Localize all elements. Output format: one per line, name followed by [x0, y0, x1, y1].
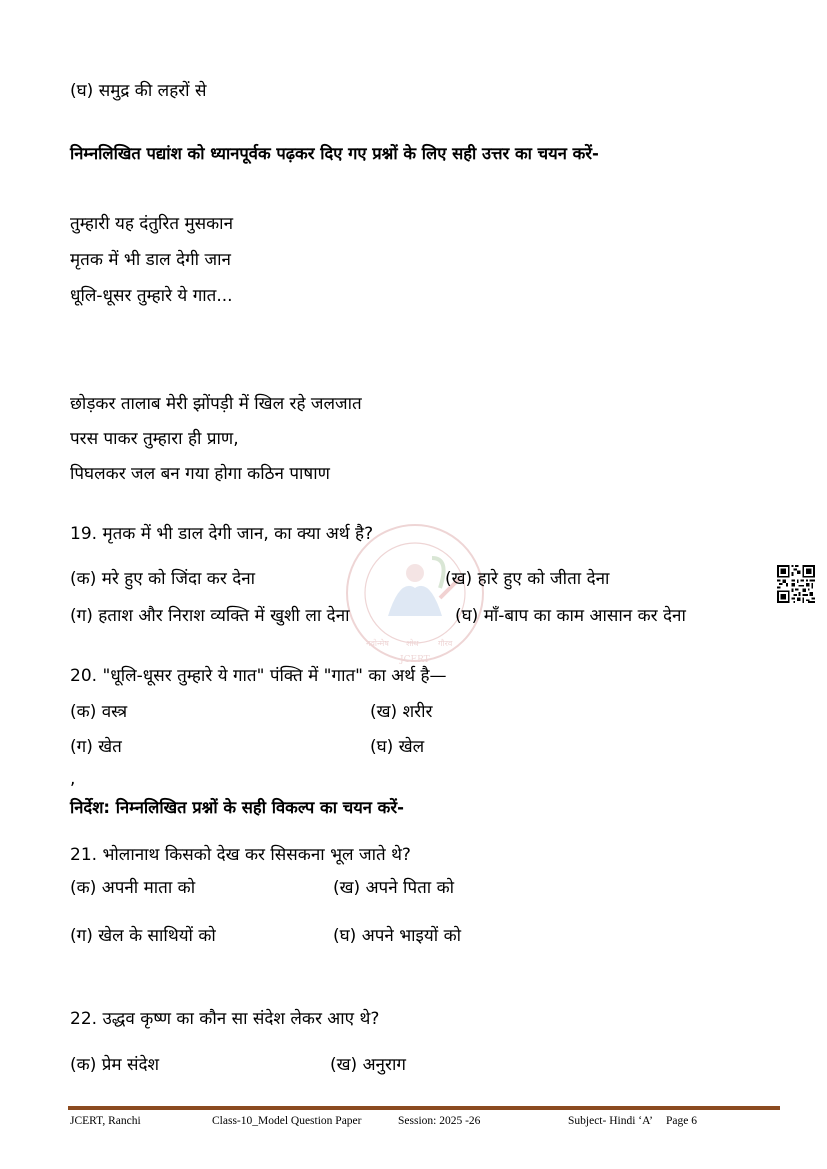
- q20-option-a: (क) वस्त्र: [70, 702, 128, 722]
- question-22: 22. उद्धव कृष्ण का कौन सा संदेश लेकर आए थे?: [70, 1009, 380, 1029]
- q20-option-c: (ग) खेत: [70, 737, 122, 757]
- footer-paper: Class-10_Model Question Paper: [212, 1115, 362, 1127]
- watermark-abbr: JCERT: [400, 655, 430, 665]
- poem-line: छोड़कर तालाब मेरी झोंपड़ी में खिल रहे जलजात: [70, 394, 362, 414]
- poem-line: तुम्हारी यह दंतुरित मुसकान: [70, 214, 234, 234]
- poem-line: परस पाकर तुम्हारा ही प्राण,: [70, 429, 239, 449]
- q21-option-c: (ग) खेल के साथियों को: [70, 926, 216, 946]
- poem-line: पिघलकर जल बन गया होगा कठिन पाषाण: [70, 464, 330, 484]
- footer-page-number: Page 6: [666, 1115, 697, 1127]
- q20-option-b: (ख) शरीर: [370, 702, 433, 722]
- footer-rule: [68, 1106, 780, 1110]
- q20-option-d: (घ) खेल: [370, 737, 425, 757]
- qr-code-icon: [777, 565, 815, 603]
- poem-line: मृतक में भी डाल देगी जान: [70, 250, 231, 270]
- poem-line: धूलि-धूसर तुम्हारे ये गात...: [70, 286, 233, 306]
- q21-option-b: (ख) अपने पिता को: [333, 878, 455, 898]
- q19-option-c: (ग) हताश और निराश व्यक्ति में खुशी ला देना: [70, 606, 350, 626]
- footer-subject: Subject- Hindi ‘A’: [568, 1115, 653, 1127]
- q19-option-b: (ख) हारे हुए को जीता देना: [445, 569, 610, 589]
- q22-option-a: (क) प्रेम संदेश: [70, 1055, 160, 1075]
- previous-option: (घ) समुद्र की लहरों से: [70, 81, 207, 101]
- mcq-instruction: निर्देश: निम्नलिखित प्रश्नों के सही विकल्प का चयन करें-: [70, 798, 404, 817]
- q22-option-b: (ख) अनुराग: [330, 1055, 406, 1075]
- footer-session: Session: 2025 -26: [398, 1115, 481, 1127]
- footer-org: JCERT, Ranchi: [70, 1115, 141, 1127]
- q21-option-d: (घ) अपने भाइयों को: [333, 926, 462, 946]
- stray-comma: ,: [70, 769, 76, 789]
- watermark-mid-text: शोध: [406, 639, 419, 648]
- watermark-right-text: गौरव: [438, 639, 453, 648]
- poem-instruction: निम्नलिखित पद्यांश को ध्यानपूर्वक पढ़कर दिए गए प्रश्नों के लिए सही उत्तर का चयन करें-: [70, 144, 599, 163]
- q19-option-d: (घ) माँ-बाप का काम आसान कर देना: [455, 606, 686, 626]
- question-20: 20. "धूलि-धूसर तुम्हारे ये गात" पंक्ति में "गात" का अर्थ है—: [70, 666, 447, 686]
- q19-option-a: (क) मरे हुए को जिंदा कर देना: [70, 569, 256, 589]
- question-19: 19. मृतक में भी डाल देगी जान, का क्या अर्थ है?: [70, 524, 374, 544]
- q21-option-a: (क) अपनी माता को: [70, 878, 196, 898]
- question-21: 21. भोलानाथ किसको देख कर सिसकना भूल जाते थे?: [70, 845, 411, 865]
- watermark-left-text: नवोन्मेष: [366, 639, 389, 648]
